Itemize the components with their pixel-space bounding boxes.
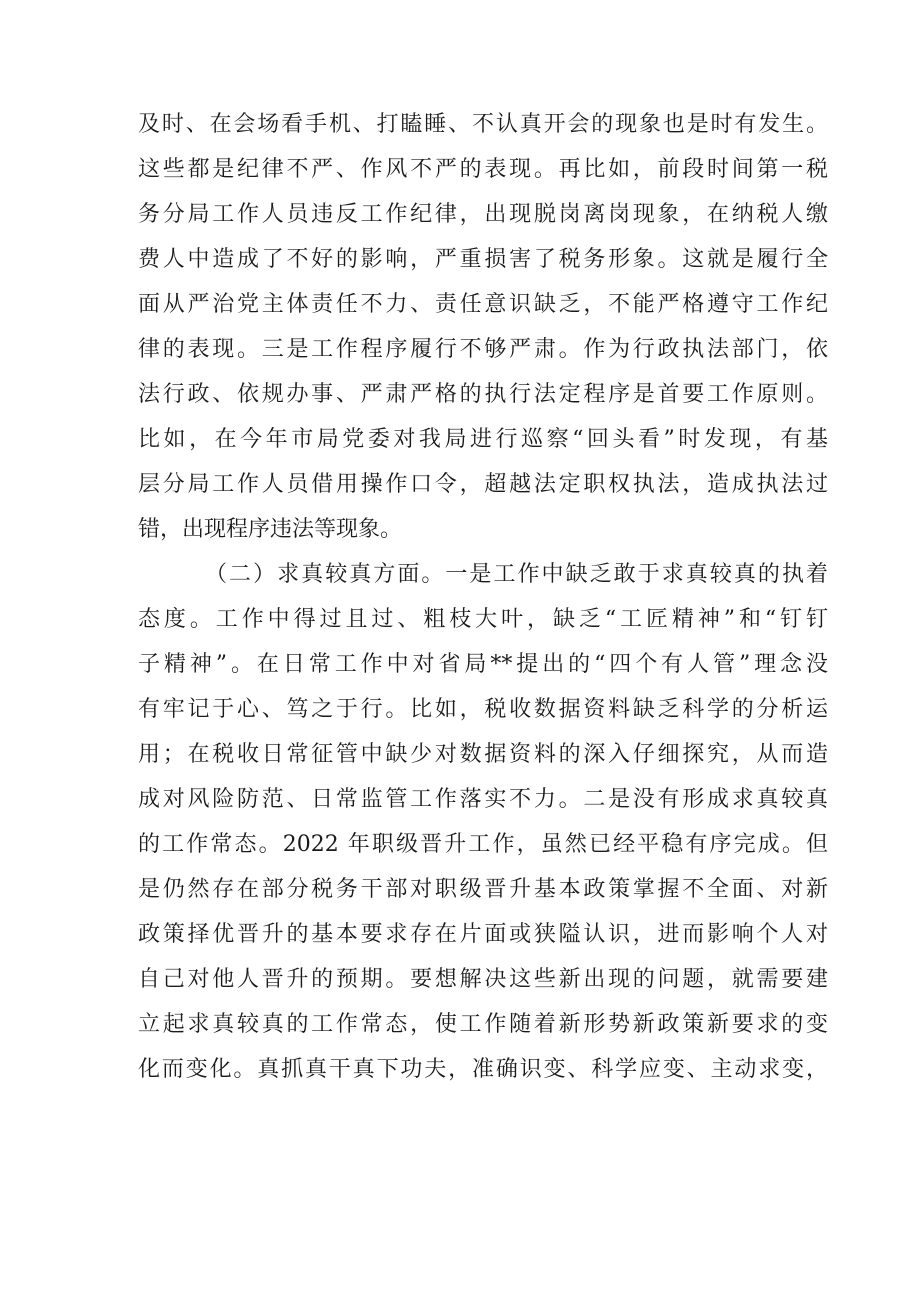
paragraph-2-line-4: 有牢记于心、笃之于行。比如，税收数据资料缺乏科学的分析运 (138, 697, 828, 722)
paragraph-2-line-3: 子精神”。在日常工作中对省局**提出的“四个有人管”理念没 (138, 652, 828, 677)
paragraph-1-line-6: 律的表现。三是工作程序履行不够严肃。作为行政执法部门，依 (138, 337, 828, 362)
paragraph-1-line-5: 面从严治党主体责任不力、责任意识缺乏，不能严格遵守工作纪 (138, 292, 828, 317)
paragraph-2-line-9: 政策择优晋升的基本要求存在片面或狭隘认识，进而影响个人对 (138, 922, 828, 947)
paragraph-2-line-1: （二）求真较真方面。一是工作中缺乏敢于求真较真的执着 (205, 562, 828, 587)
paragraph-1-line-7: 法行政、依规办事、严肃严格的执行法定程序是首要工作原则。 (138, 382, 828, 407)
paragraph-2-line-5: 用；在税收日常征管中缺少对数据资料的深入仔细探究，从而造 (138, 742, 828, 767)
paragraph-1-line-3: 务分局工作人员违反工作纪律，出现脱岗离岗现象，在纳税人缴 (138, 202, 828, 227)
paragraph-1-line-8: 比如，在今年市局党委对我局进行巡察“回头看”时发现，有基 (138, 427, 828, 452)
paragraph-2-line-11: 立起求真较真的工作常态，使工作随着新形势新政策新要求的变 (138, 1012, 828, 1037)
paragraph-1-line-4: 费人中造成了不好的影响，严重损害了税务形象。这就是履行全 (138, 247, 828, 272)
paragraph-1-line-1: 及时、在会场看手机、打瞌睡、不认真开会的现象也是时有发生。 (138, 112, 828, 137)
paragraph-2-line-7: 的工作常态。2022 年职级晋升工作，虽然已经平稳有序完成。但 (138, 832, 828, 857)
paragraph-2-line-12: 化而变化。真抓真干真下功夫，准确识变、科学应变、主动求变， (138, 1057, 828, 1082)
paragraph-2-line-10: 自己对他人晋升的预期。要想解决这些新出现的问题，就需要建 (138, 967, 828, 992)
paragraph-2-line-8: 是仍然存在部分税务干部对职级晋升基本政策掌握不全面、对新 (138, 877, 828, 902)
paragraph-1-line-9: 层分局工作人员借用操作口令，超越法定职权执法，造成执法过 (138, 472, 828, 497)
paragraph-1-line-2: 这些都是纪律不严、作风不严的表现。再比如，前段时间第一税 (138, 157, 828, 182)
paragraph-1-line-10: 错，出现程序违法等现象。 (138, 517, 403, 542)
paragraph-2-line-2: 态度。工作中得过且过、粗枝大叶，缺乏“工匠精神”和“钉钉 (138, 607, 828, 632)
paragraph-2-line-6: 成对风险防范、日常监管工作落实不力。二是没有形成求真较真 (138, 787, 828, 812)
